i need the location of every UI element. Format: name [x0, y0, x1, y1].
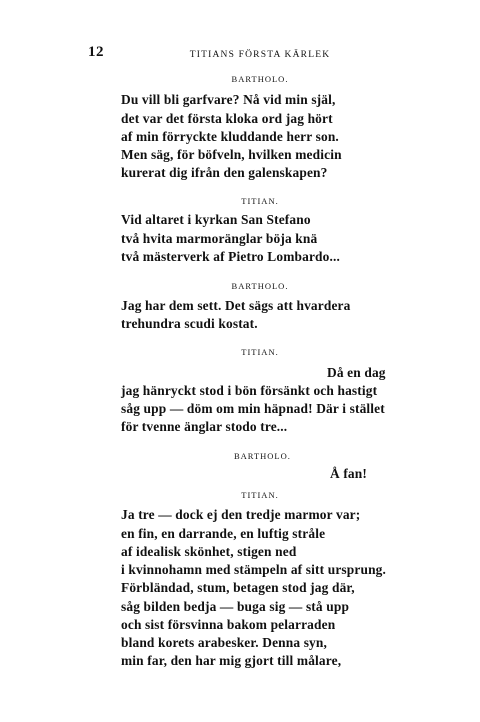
verse-line: Du vill bli garfvare? Nå vid min själ,: [121, 92, 336, 107]
verse-line: Förbländad, stum, betagen stod jag där,: [121, 580, 355, 595]
page-number: 12: [88, 44, 104, 60]
verse-line: Jag har dem sett. Det sägs att hvardera: [121, 298, 351, 313]
verse-line: trehundra scudi kostat.: [121, 316, 258, 331]
speaker-name: TITIAN.: [241, 490, 279, 500]
verse-line: af idealisk skönhet, stigen ned: [121, 544, 297, 559]
running-head: TITIANS FÖRSTA KÄRLEK: [189, 50, 331, 60]
verse-line: kurerat dig ifrån den galenskapen?: [121, 165, 328, 180]
verse-line: en fin, en darrande, en luftig stråle: [121, 526, 326, 541]
verse-line: Ja tre — dock ej den tredje marmor var;: [121, 507, 361, 522]
verse-line: för tvenne änglar stodo tre...: [121, 419, 288, 434]
verse-line: såg upp — döm om min häpnad! Där i stället: [121, 401, 385, 416]
verse-line: Men säg, för böfveln, hvilken medicin: [121, 147, 342, 162]
verse-line: såg bilden bedja — buga sig — stå upp: [121, 599, 350, 614]
verse-line: Å fan!: [330, 466, 367, 481]
verse-line: och sist försvinna bakom pelarraden: [121, 617, 336, 632]
verse-line: Då en dag: [327, 365, 386, 380]
verse-line: i kvinnohamn med stämpeln af sitt ursprung.: [121, 562, 387, 577]
speaker-name: TITIAN.: [241, 347, 279, 357]
speaker-name: BARTHOLO.: [231, 281, 289, 291]
verse-line: Vid altaret i kyrkan San Stefano: [121, 212, 311, 227]
verse-line: jag hänryckt stod i bön försänkt och hastigt: [121, 383, 378, 398]
verse-line: af min förryckte kluddande herr son.: [121, 129, 339, 144]
verse-line: min far, den har mig gjort till målare,: [121, 653, 342, 668]
verse-line: två mästerverk af Pietro Lombardo...: [121, 249, 340, 264]
speaker-name: TITIAN.: [241, 196, 279, 206]
verse-line: det var det första kloka ord jag hört: [121, 111, 333, 126]
verse-line: bland korets arabesker. Denna syn,: [121, 635, 327, 650]
speaker-name: BARTHOLO.: [231, 74, 289, 84]
speaker-name: BARTHOLO.: [234, 451, 291, 461]
verse-line: två hvita marmoränglar böja knä: [121, 231, 318, 246]
